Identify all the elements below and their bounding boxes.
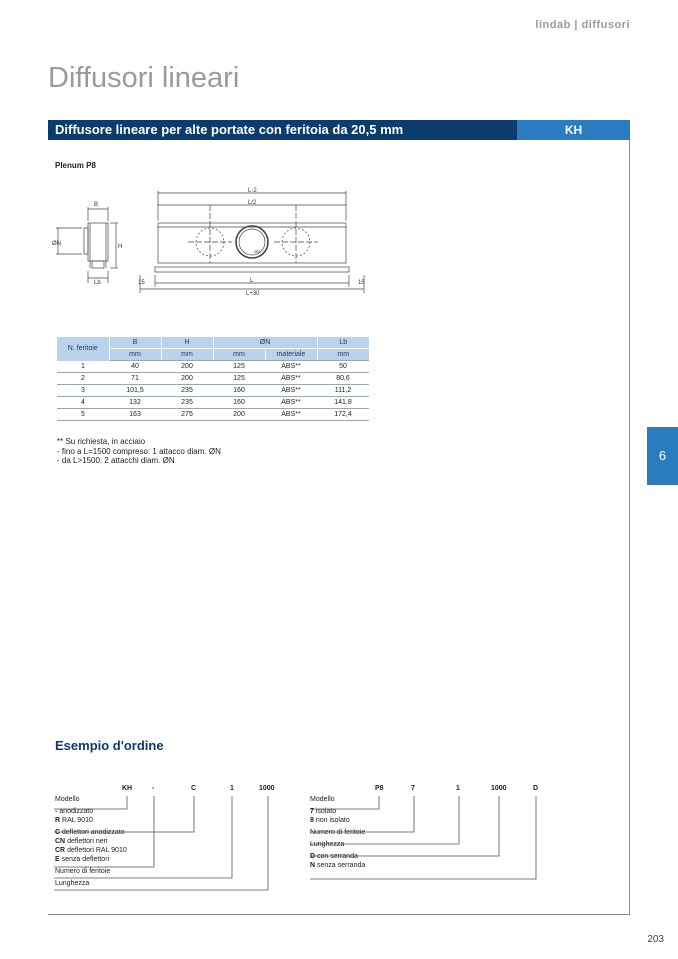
dim-15-right: 15 <box>358 280 365 286</box>
table-row <box>57 409 369 421</box>
note-line: - da L>1500: 2 attacchi diam. ØN <box>57 456 175 465</box>
dim-l-half: L/2 <box>248 200 257 206</box>
order-label-modello: Modello <box>55 796 80 803</box>
brand-header: lindab | diffusori <box>535 19 630 31</box>
cell-phi: 160 <box>213 397 265 409</box>
page-number: 203 <box>647 934 664 945</box>
note-line: - fino a L=1500 compreso: 1 attacco diam. ØN <box>57 446 221 456</box>
main-spigot <box>236 226 268 258</box>
banner-title: Diffusore lineare per alte portate con feritoia da 20,5 mm <box>55 122 404 137</box>
cell-material: ABS** <box>265 409 317 421</box>
cell-lb: 80,6 <box>317 373 369 385</box>
cell-n: 1 <box>57 361 109 373</box>
plenum-subhead: Plenum P8 <box>55 161 96 170</box>
order-option: 7 isolato <box>310 808 337 815</box>
order-option: - anodizzato <box>55 808 94 815</box>
note-line: ** Su richiesta, in acciaio <box>57 437 146 446</box>
dim-b: B <box>94 202 99 208</box>
order-label-modello-right: Modello <box>310 796 335 803</box>
cell-phi: 200 <box>213 409 265 421</box>
order-code-d: D <box>533 785 539 792</box>
cell-n: 5 <box>57 409 109 421</box>
order-label-feritoie-right: Numero di feritoie <box>310 829 366 836</box>
table-notes <box>57 437 221 466</box>
order-code-dash: - <box>152 785 155 792</box>
table-row <box>57 385 369 397</box>
order-option: E senza deflettori <box>55 856 110 863</box>
dim-15-left: 15 <box>138 280 145 286</box>
cell-h: 200 <box>161 361 213 373</box>
cell-material: ABS** <box>265 361 317 373</box>
order-label-lunghezza: Lunghezza <box>55 880 90 887</box>
dimensions-table <box>57 337 369 421</box>
cell-b: 163 <box>109 409 161 421</box>
dim-l-plus-30: L+30 <box>246 291 260 297</box>
table-row <box>57 373 369 385</box>
cell-n: 2 <box>57 373 109 385</box>
cell-lb: 111,2 <box>317 385 369 397</box>
unit-phi: mm <box>213 349 265 361</box>
order-code-1000-right: 1000 <box>491 785 507 792</box>
cell-material: ABS** <box>265 397 317 409</box>
cell-b: 132 <box>109 397 161 409</box>
cell-b: 71 <box>109 373 161 385</box>
col-header-phi: ØN <box>213 337 317 349</box>
col-header-n: N. feritoie <box>57 337 109 361</box>
unit-material: materiale <box>265 349 317 361</box>
order-option: R RAL 9010 <box>55 817 93 824</box>
page-title: Diffusori lineari <box>48 62 240 94</box>
cell-lb: 172,4 <box>317 409 369 421</box>
col-header-h: H <box>161 337 213 349</box>
product-code-badge: KH <box>517 120 630 140</box>
unit-h: mm <box>161 349 213 361</box>
order-label-feritoie: Numero di feritoie <box>55 868 111 875</box>
dim-l: L <box>250 278 254 284</box>
cell-n: 3 <box>57 385 109 397</box>
order-code-1: 1 <box>230 785 234 792</box>
order-example-title: Esempio d'ordine <box>55 738 164 753</box>
spigot-label: ØN <box>254 249 260 254</box>
cell-lb: 50 <box>317 361 369 373</box>
col-header-lb: Lb <box>317 337 369 349</box>
cell-b: 101,5 <box>109 385 161 397</box>
dim-h: H <box>118 244 123 250</box>
chapter-tab[interactable]: 6 <box>647 427 678 485</box>
table-row <box>57 361 369 373</box>
cell-phi: 160 <box>213 385 265 397</box>
table-row <box>57 397 369 409</box>
cell-h: 275 <box>161 409 213 421</box>
cell-h: 200 <box>161 373 213 385</box>
order-label-lunghezza-right: Lunghezza <box>310 841 345 848</box>
dim-l-minus-2: L-2 <box>248 188 257 194</box>
col-header-b: B <box>109 337 161 349</box>
cell-h: 235 <box>161 397 213 409</box>
order-option: CR deflettori RAL 9010 <box>55 847 127 854</box>
side-view-collar <box>84 228 88 254</box>
cell-material: ABS** <box>265 373 317 385</box>
cell-lb: 141,8 <box>317 397 369 409</box>
side-view-body <box>88 223 108 261</box>
order-code-p8: P8 <box>375 785 384 792</box>
order-code-c: C <box>191 785 197 792</box>
order-option: 8 non isolato <box>310 817 350 824</box>
technical-drawing <box>50 183 380 303</box>
order-option: CN deflettori neri <box>55 838 108 845</box>
unit-b: mm <box>109 349 161 361</box>
dim-phi-n: ØN <box>52 241 61 247</box>
cell-phi: 125 <box>213 373 265 385</box>
cell-n: 4 <box>57 397 109 409</box>
cell-h: 235 <box>161 385 213 397</box>
cell-phi: 125 <box>213 361 265 373</box>
cell-b: 40 <box>109 361 161 373</box>
order-code-kh: KH <box>122 785 133 792</box>
cell-material: ABS** <box>265 385 317 397</box>
order-option: D con serranda <box>310 853 358 860</box>
order-code-7: 7 <box>411 785 415 792</box>
dim-lb: Lb <box>94 280 101 286</box>
unit-lb: mm <box>317 349 369 361</box>
order-option: N senza serranda <box>310 862 366 869</box>
order-code-1000: 1000 <box>259 785 275 792</box>
order-option: C deflettori anodizzato <box>55 829 125 836</box>
order-code-1-right: 1 <box>456 785 460 792</box>
